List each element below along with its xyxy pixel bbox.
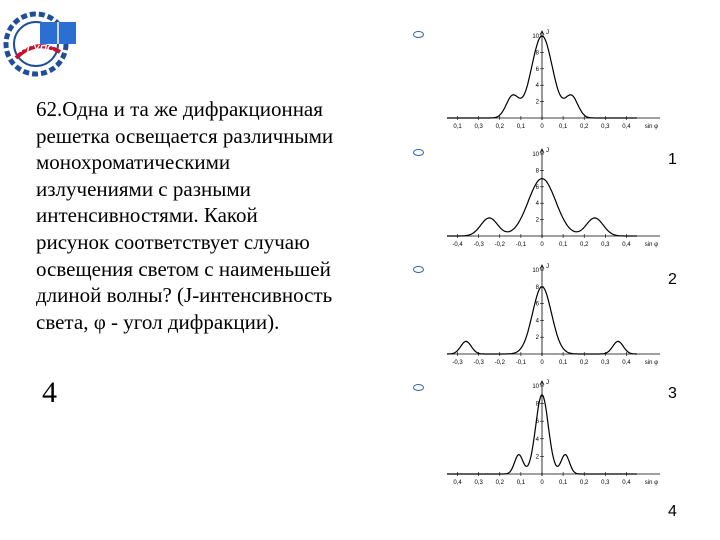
y-tick-label: 4 (535, 201, 539, 208)
y-tick-label: 2 (535, 335, 539, 342)
x-tick-label: 0,2 (580, 480, 589, 486)
x-tick-label: -0,4 (452, 242, 463, 248)
x-tick-label: 0,4 (622, 242, 631, 248)
option-number-4: 4 (668, 503, 677, 520)
y-tick-label: 10 (532, 34, 539, 40)
x-tick-label: 0,2 (495, 480, 504, 486)
y-axis-label: J (546, 30, 549, 36)
x-tick-label: 0,1 (516, 480, 526, 486)
x-tick-label: 0,3 (474, 480, 483, 486)
x-tick-label: 0,3 (601, 242, 610, 248)
x-tick-label: 0,4 (453, 480, 462, 486)
logo-text: РГУПС (20, 44, 54, 55)
question-line: длиной волны? (J-интенсивность (36, 283, 333, 308)
answer-number: 4 (42, 376, 57, 409)
x-tick-label: 0 (540, 360, 544, 366)
y-tick-label: 8 (535, 401, 539, 408)
option-number-1: 1 (668, 151, 677, 168)
x-tick-label: -0,3 (452, 360, 463, 366)
y-tick-label: 4 (535, 83, 539, 90)
x-axis-label: sin φ (644, 242, 658, 248)
y-tick-label: 4 (535, 318, 539, 325)
x-tick-label: 0,2 (495, 124, 504, 130)
x-tick-label: 0,1 (453, 124, 462, 130)
x-tick-label: -0,1 (515, 360, 527, 366)
y-axis-label: J (546, 148, 549, 154)
y-tick-label: 8 (535, 284, 539, 291)
question-line: 62.Одна и та же дифракционная (36, 97, 323, 121)
question-line: решетка освещается различными (36, 123, 334, 148)
x-tick-label: 0,1 (558, 480, 568, 486)
option-number-3: 3 (668, 385, 677, 402)
y-tick-label: 6 (535, 301, 539, 308)
question-line: излучениями с разными (36, 176, 251, 201)
x-tick-label: 0 (540, 242, 544, 248)
x-tick-label: 0,4 (622, 124, 631, 130)
x-tick-label: 0,2 (580, 360, 589, 366)
question-line: света, φ - угол дифракции). (36, 309, 280, 334)
question-line: освещения светом с наименьшей (36, 256, 331, 281)
y-tick-label: 2 (535, 99, 539, 106)
y-tick-label: 6 (535, 419, 539, 426)
x-tick-label: 0,1 (558, 360, 568, 366)
y-axis-label: J (546, 380, 549, 386)
y-tick-label: 10 (532, 152, 539, 158)
y-tick-label: 8 (535, 50, 539, 57)
y-tick-label: 10 (532, 268, 539, 274)
x-tick-label: 0,1 (558, 124, 568, 130)
x-axis-label: sin φ (644, 124, 658, 130)
y-tick-label: 2 (535, 217, 539, 224)
x-tick-label: 0 (540, 124, 544, 130)
x-tick-label: 0,3 (601, 360, 610, 366)
question-line: интенсивностями. Какой (36, 203, 258, 228)
y-tick-label: 6 (535, 66, 539, 73)
x-tick-label: -0,1 (515, 242, 527, 248)
x-tick-label: 0,3 (601, 124, 610, 130)
x-tick-label: 0,2 (580, 242, 589, 248)
y-tick-label: 10 (532, 384, 539, 390)
x-tick-label: 0 (540, 480, 544, 486)
x-axis-label: sin φ (644, 360, 658, 366)
question-line: монохроматическими (36, 150, 231, 175)
question-line: рисунок соответствует случаю (36, 229, 310, 254)
x-tick-label: -0,3 (473, 360, 484, 366)
x-tick-label: 0,4 (622, 480, 631, 486)
x-tick-label: 0,1 (516, 124, 526, 130)
x-tick-label: -0,2 (494, 360, 505, 366)
x-tick-label: -0,2 (494, 242, 505, 248)
y-tick-label: 6 (535, 184, 539, 191)
x-tick-label: 0,4 (622, 360, 631, 366)
x-tick-label: 0,3 (474, 124, 483, 130)
x-tick-label: 0,2 (580, 124, 589, 130)
y-tick-label: 4 (535, 436, 539, 443)
y-axis-label: J (546, 264, 549, 270)
x-tick-label: -0,3 (473, 242, 484, 248)
option-number-2: 2 (668, 271, 677, 288)
x-tick-label: 0,1 (558, 242, 568, 248)
y-tick-label: 8 (535, 168, 539, 175)
x-tick-label: 0,3 (601, 480, 610, 486)
x-axis-label: sin φ (644, 480, 658, 486)
y-tick-label: 2 (535, 454, 539, 461)
